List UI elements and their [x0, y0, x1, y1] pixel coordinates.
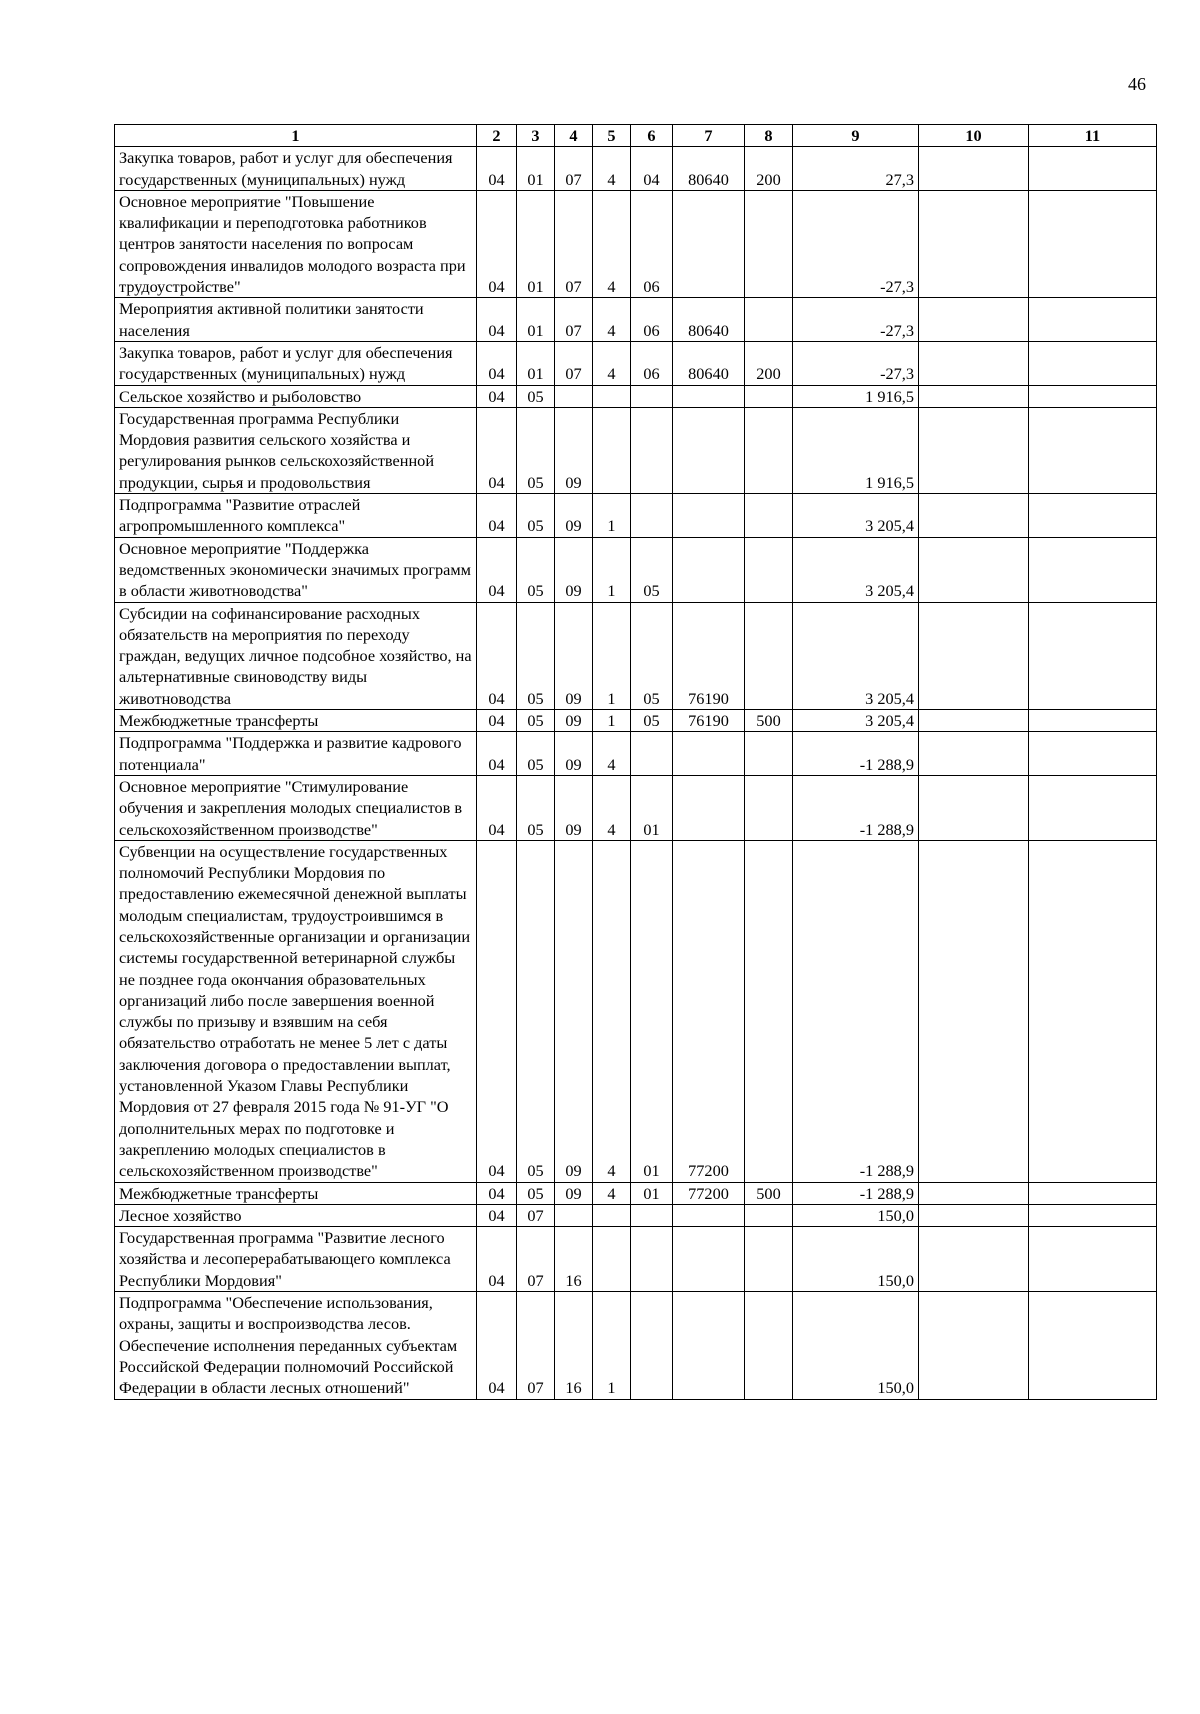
- empty-cell: [1029, 1182, 1157, 1204]
- code-cell: 4: [593, 341, 631, 385]
- empty-cell: [919, 840, 1029, 1182]
- empty-cell: [919, 1292, 1029, 1399]
- header-row: [115, 125, 1157, 147]
- code-cell: 500: [745, 710, 793, 732]
- code-cell: [745, 494, 793, 538]
- code-cell: [745, 1227, 793, 1292]
- code-cell: 01: [631, 840, 673, 1182]
- code-cell: [631, 1227, 673, 1292]
- header-cell: 3: [517, 125, 555, 147]
- code-cell: 07: [555, 341, 593, 385]
- code-cell: 01: [517, 298, 555, 342]
- code-cell: [673, 537, 745, 602]
- code-cell: 1: [593, 602, 631, 709]
- empty-cell: [919, 385, 1029, 407]
- code-cell: 76190: [673, 602, 745, 709]
- code-cell: 4: [593, 775, 631, 840]
- row-name-cell: Межбюджетные трансферты: [115, 710, 477, 732]
- empty-cell: [1029, 147, 1157, 191]
- code-cell: [745, 407, 793, 493]
- code-cell: [593, 385, 631, 407]
- header-cell: 8: [745, 125, 793, 147]
- code-cell: 500: [745, 1182, 793, 1204]
- row-name-cell: Подпрограмма "Обеспечение использования, охраны, защиты и воспроизводства лесов. Обеспечение исполнения переданных субъектам Российской Федерации полномочий Российской Федерации в области лесных отношений": [115, 1292, 477, 1399]
- code-cell: [745, 385, 793, 407]
- code-cell: 04: [477, 840, 517, 1182]
- table-row: [115, 1182, 1157, 1204]
- code-cell: [673, 732, 745, 776]
- table-row: [115, 385, 1157, 407]
- row-name-cell: Основное мероприятие "Стимулирование обучения и закрепления молодых специалистов в сельскохозяйственном производстве": [115, 775, 477, 840]
- table-header: [115, 125, 1157, 147]
- row-name-cell: Сельское хозяйство и рыболовство: [115, 385, 477, 407]
- code-cell: [593, 1227, 631, 1292]
- code-cell: 4: [593, 190, 631, 297]
- amount-cell: 3 205,4: [793, 537, 919, 602]
- code-cell: [593, 1204, 631, 1226]
- amount-cell: 27,3: [793, 147, 919, 191]
- row-name-cell: Субсидии на софинансирование расходных обязательств на мероприятия по переходу граждан, ведущих личное подсобное хозяйство, на альтернативные свиноводству виды животноводства: [115, 602, 477, 709]
- header-cell: 7: [673, 125, 745, 147]
- table-row: [115, 298, 1157, 342]
- code-cell: 05: [517, 1182, 555, 1204]
- code-cell: 04: [477, 710, 517, 732]
- amount-cell: -27,3: [793, 298, 919, 342]
- empty-cell: [1029, 840, 1157, 1182]
- header-cell: 11: [1029, 125, 1157, 147]
- code-cell: 05: [517, 385, 555, 407]
- amount-cell: -27,3: [793, 190, 919, 297]
- code-cell: 05: [517, 537, 555, 602]
- code-cell: [631, 494, 673, 538]
- row-name-cell: Субвенции на осуществление государственных полномочий Республики Мордовия по предоставлению ежемесячной денежной выплаты молодым специалистам, трудоустроившимся в сельскохозяйственные организации и организации системы государственной ветеринарной службы не позднее года окончания образовательных организаций либо после завершения военной службы по призыву и взявшим на себя обязательство отработать не менее 5 лет с даты заключения договора о предоставлении выплат, установленной Указом Главы Республики Мордовия от 27 февраля 2015 года № 91-УГ "О дополнительных мерах по подготовке и закреплению молодых специалистов в сельскохозяйственном производстве": [115, 840, 477, 1182]
- empty-cell: [1029, 732, 1157, 776]
- code-cell: 1: [593, 1292, 631, 1399]
- code-cell: 01: [517, 190, 555, 297]
- code-cell: 04: [477, 1204, 517, 1226]
- empty-cell: [1029, 1292, 1157, 1399]
- table-row: [115, 494, 1157, 538]
- empty-cell: [919, 1204, 1029, 1226]
- amount-cell: 1 916,5: [793, 407, 919, 493]
- code-cell: [673, 407, 745, 493]
- amount-cell: 3 205,4: [793, 602, 919, 709]
- header-cell: 6: [631, 125, 673, 147]
- code-cell: [745, 298, 793, 342]
- code-cell: 09: [555, 494, 593, 538]
- empty-cell: [919, 407, 1029, 493]
- code-cell: 04: [477, 602, 517, 709]
- empty-cell: [919, 494, 1029, 538]
- empty-cell: [1029, 710, 1157, 732]
- code-cell: 09: [555, 732, 593, 776]
- amount-cell: 3 205,4: [793, 710, 919, 732]
- code-cell: 05: [631, 710, 673, 732]
- code-cell: [673, 1204, 745, 1226]
- code-cell: 200: [745, 147, 793, 191]
- code-cell: 01: [631, 1182, 673, 1204]
- code-cell: 77200: [673, 1182, 745, 1204]
- header-cell: 5: [593, 125, 631, 147]
- code-cell: 04: [477, 298, 517, 342]
- header-cell: 4: [555, 125, 593, 147]
- amount-cell: 150,0: [793, 1227, 919, 1292]
- code-cell: 4: [593, 298, 631, 342]
- code-cell: 1: [593, 537, 631, 602]
- row-name-cell: Лесное хозяйство: [115, 1204, 477, 1226]
- code-cell: [555, 1204, 593, 1226]
- code-cell: [631, 385, 673, 407]
- code-cell: 05: [631, 602, 673, 709]
- empty-cell: [919, 298, 1029, 342]
- empty-cell: [919, 732, 1029, 776]
- table-body: [115, 147, 1157, 1399]
- row-name-cell: Подпрограмма "Поддержка и развитие кадрового потенциала": [115, 732, 477, 776]
- row-name-cell: Мероприятия активной политики занятости населения: [115, 298, 477, 342]
- code-cell: 07: [517, 1292, 555, 1399]
- empty-cell: [919, 147, 1029, 191]
- code-cell: 04: [477, 147, 517, 191]
- code-cell: [631, 407, 673, 493]
- code-cell: 76190: [673, 710, 745, 732]
- row-name-cell: Закупка товаров, работ и услуг для обеспечения государственных (муниципальных) нужд: [115, 341, 477, 385]
- empty-cell: [1029, 602, 1157, 709]
- code-cell: 04: [477, 1227, 517, 1292]
- code-cell: 04: [477, 537, 517, 602]
- code-cell: 16: [555, 1227, 593, 1292]
- empty-cell: [919, 710, 1029, 732]
- table-row: [115, 602, 1157, 709]
- code-cell: 01: [517, 341, 555, 385]
- code-cell: 1: [593, 494, 631, 538]
- code-cell: [745, 537, 793, 602]
- table-row: [115, 775, 1157, 840]
- code-cell: 1: [593, 710, 631, 732]
- code-cell: 16: [555, 1292, 593, 1399]
- code-cell: 09: [555, 407, 593, 493]
- code-cell: [673, 494, 745, 538]
- code-cell: 07: [555, 147, 593, 191]
- table-row: [115, 1292, 1157, 1399]
- code-cell: 07: [555, 298, 593, 342]
- code-cell: 04: [477, 407, 517, 493]
- code-cell: [673, 775, 745, 840]
- header-cell: 2: [477, 125, 517, 147]
- code-cell: [673, 385, 745, 407]
- empty-cell: [919, 537, 1029, 602]
- table-row: [115, 341, 1157, 385]
- row-name-cell: Межбюджетные трансферты: [115, 1182, 477, 1204]
- code-cell: 80640: [673, 298, 745, 342]
- code-cell: [673, 1292, 745, 1399]
- code-cell: 04: [631, 147, 673, 191]
- code-cell: 04: [477, 494, 517, 538]
- code-cell: 05: [517, 602, 555, 709]
- amount-cell: 150,0: [793, 1292, 919, 1399]
- code-cell: 4: [593, 147, 631, 191]
- code-cell: [593, 407, 631, 493]
- empty-cell: [1029, 407, 1157, 493]
- empty-cell: [1029, 537, 1157, 602]
- code-cell: [745, 775, 793, 840]
- code-cell: 05: [517, 494, 555, 538]
- code-cell: 05: [517, 710, 555, 732]
- code-cell: 09: [555, 775, 593, 840]
- header-cell: 10: [919, 125, 1029, 147]
- empty-cell: [919, 602, 1029, 709]
- empty-cell: [1029, 1204, 1157, 1226]
- table-row: [115, 710, 1157, 732]
- header-cell: 1: [115, 125, 477, 147]
- amount-cell: 3 205,4: [793, 494, 919, 538]
- table-row: [115, 840, 1157, 1182]
- code-cell: [631, 1292, 673, 1399]
- code-cell: 07: [555, 190, 593, 297]
- empty-cell: [919, 1227, 1029, 1292]
- row-name-cell: Основное мероприятие "Поддержка ведомственных экономически значимых программ в области животноводства": [115, 537, 477, 602]
- empty-cell: [1029, 190, 1157, 297]
- empty-cell: [1029, 494, 1157, 538]
- code-cell: 4: [593, 732, 631, 776]
- code-cell: 4: [593, 840, 631, 1182]
- amount-cell: -1 288,9: [793, 840, 919, 1182]
- code-cell: 09: [555, 840, 593, 1182]
- code-cell: [673, 1227, 745, 1292]
- table-row: [115, 1227, 1157, 1292]
- code-cell: 06: [631, 190, 673, 297]
- amount-cell: 150,0: [793, 1204, 919, 1226]
- empty-cell: [919, 775, 1029, 840]
- code-cell: 4: [593, 1182, 631, 1204]
- row-name-cell: Закупка товаров, работ и услуг для обеспечения государственных (муниципальных) нужд: [115, 147, 477, 191]
- amount-cell: -1 288,9: [793, 775, 919, 840]
- empty-cell: [1029, 298, 1157, 342]
- code-cell: 04: [477, 732, 517, 776]
- row-name-cell: Государственная программа Республики Мордовия развития сельского хозяйства и регулирования рынков сельскохозяйственной продукции, сырья и продовольствия: [115, 407, 477, 493]
- amount-cell: -1 288,9: [793, 1182, 919, 1204]
- code-cell: 05: [517, 840, 555, 1182]
- code-cell: 05: [517, 407, 555, 493]
- amount-cell: -27,3: [793, 341, 919, 385]
- table-row: [115, 147, 1157, 191]
- code-cell: 09: [555, 602, 593, 709]
- code-cell: [631, 1204, 673, 1226]
- code-cell: [673, 190, 745, 297]
- code-cell: 06: [631, 298, 673, 342]
- budget-table: [114, 124, 1157, 1400]
- empty-cell: [1029, 1227, 1157, 1292]
- code-cell: 04: [477, 775, 517, 840]
- row-name-cell: Подпрограмма "Развитие отраслей агропромышленного комплекса": [115, 494, 477, 538]
- code-cell: [745, 732, 793, 776]
- code-cell: 07: [517, 1227, 555, 1292]
- table-row: [115, 190, 1157, 297]
- code-cell: 04: [477, 385, 517, 407]
- code-cell: 04: [477, 341, 517, 385]
- empty-cell: [1029, 385, 1157, 407]
- code-cell: 06: [631, 341, 673, 385]
- code-cell: 05: [631, 537, 673, 602]
- code-cell: 04: [477, 1292, 517, 1399]
- code-cell: 01: [517, 147, 555, 191]
- empty-cell: [919, 190, 1029, 297]
- code-cell: 09: [555, 710, 593, 732]
- empty-cell: [919, 341, 1029, 385]
- header-cell: 9: [793, 125, 919, 147]
- code-cell: 80640: [673, 341, 745, 385]
- code-cell: 200: [745, 341, 793, 385]
- empty-cell: [1029, 341, 1157, 385]
- amount-cell: -1 288,9: [793, 732, 919, 776]
- table-row: [115, 537, 1157, 602]
- table-row: [115, 407, 1157, 493]
- code-cell: [745, 1292, 793, 1399]
- code-cell: 07: [517, 1204, 555, 1226]
- page-number: 46: [1128, 74, 1146, 94]
- row-name-cell: Государственная программа "Развитие лесного хозяйства и лесоперерабатывающего комплекса Республики Мордовия": [115, 1227, 477, 1292]
- code-cell: [631, 732, 673, 776]
- code-cell: 05: [517, 775, 555, 840]
- code-cell: 04: [477, 190, 517, 297]
- table-row: [115, 1204, 1157, 1226]
- code-cell: [745, 602, 793, 709]
- amount-cell: 1 916,5: [793, 385, 919, 407]
- row-name-cell: Основное мероприятие "Повышение квалификации и переподготовка работников центров занятости населения по вопросам сопровождения инвалидов молодого возраста при трудоустройстве": [115, 190, 477, 297]
- code-cell: 09: [555, 537, 593, 602]
- code-cell: 77200: [673, 840, 745, 1182]
- code-cell: 80640: [673, 147, 745, 191]
- empty-cell: [919, 1182, 1029, 1204]
- code-cell: [555, 385, 593, 407]
- code-cell: 09: [555, 1182, 593, 1204]
- code-cell: [745, 840, 793, 1182]
- code-cell: [745, 1204, 793, 1226]
- code-cell: [745, 190, 793, 297]
- code-cell: 01: [631, 775, 673, 840]
- code-cell: 04: [477, 1182, 517, 1204]
- table-row: [115, 732, 1157, 776]
- empty-cell: [1029, 775, 1157, 840]
- code-cell: 05: [517, 732, 555, 776]
